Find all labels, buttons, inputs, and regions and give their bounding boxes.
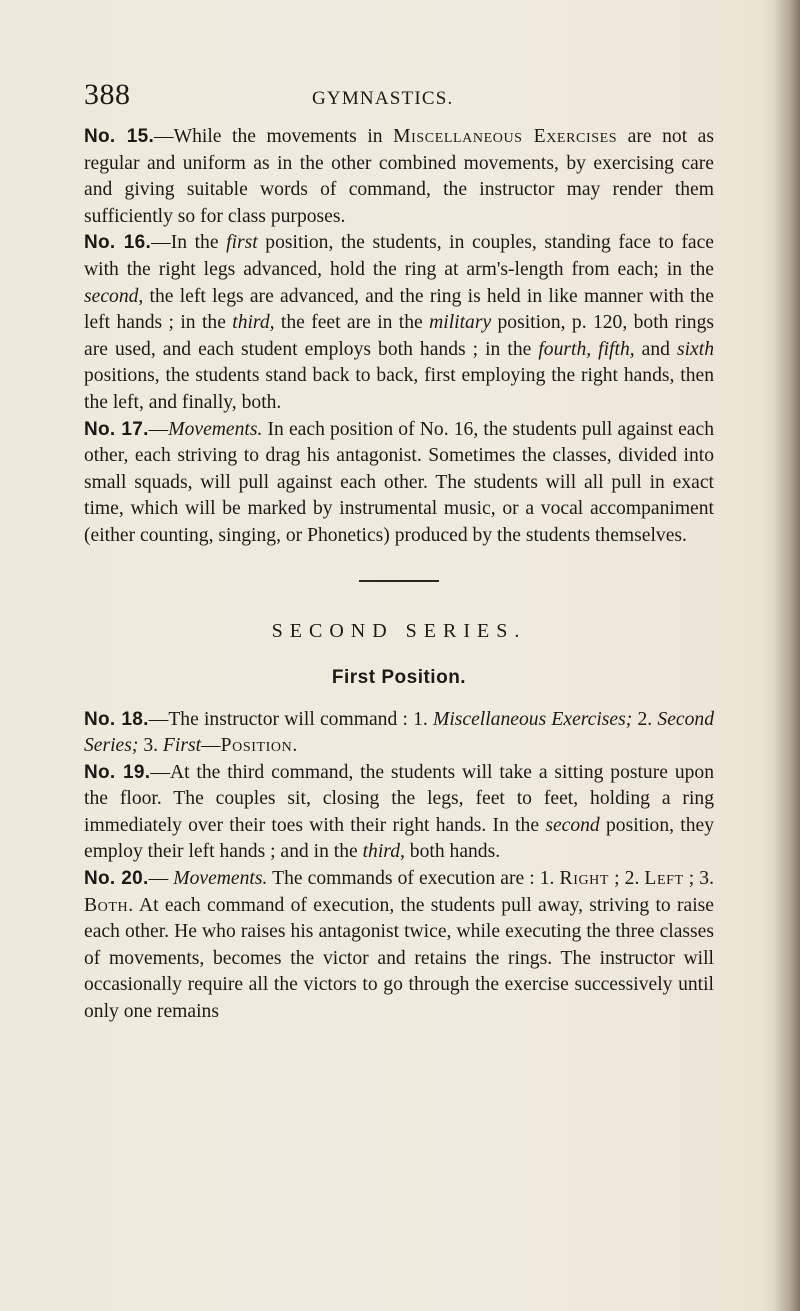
paragraph-number: No. 17. [84,418,149,440]
text: position, they employ their left hands ; and in the [84,814,715,863]
paragraph-number: No. 18. [84,708,149,730]
italic-text: sixth [676,338,714,360]
text: — [148,418,169,440]
text: —At the third command, the students will take a sitting posture upon the floor. The couples sit, closing the legs, feet to feet, holding a ring immediately over their toes with their right hands. In the [84,761,715,836]
paragraph-number: No. 19. [84,761,151,783]
text: At each command of execution, the students pull away, striving to raise each other. He who raises his antagonist twice, while executing the three classes of movements, becomes the victor and retains the rings. The instructor will occasionally require all the victors to go through the exercise successively until only one remains [84,894,714,1023]
small-caps-text: Miscellaneous Exercises [393,126,618,147]
text: —While the movements in [154,126,394,147]
italic-text: First [162,735,202,757]
text: — [201,735,221,757]
paragraph-18 [84,707,714,760]
paragraph-number: No. 15. [84,126,155,147]
text: In each position of No. 16, the students pull against each other, each striving to drag his antagonist. Sometimes the classes, divided into small squads, will pull against each other. The students will all pull in exact time, which will be marked by instrumental music, or a vocal accompaniment (either counting, singing, or Phonetics) produced by the students themselves. [84,418,714,546]
text: positions, the students stand back to back, first employing the right hands, then the left, and finally, both. [84,365,714,413]
italic-text: fourth, fifth, [538,338,635,360]
italic-text: second [545,814,600,836]
page-edge-shadow [774,0,800,1311]
text: —The instructor will command : 1. [148,708,434,730]
italic-text: Second Series; [84,708,714,757]
text: are not as regular and uniform as in the other combined movements, by exercising care and giving suitable words of command, the instructor may render them sufficiently so for class purposes. [84,126,714,227]
italic-text: third, [232,312,275,334]
section-divider [359,580,439,582]
italic-text: Miscellaneous Exercises; [433,708,633,730]
paragraph-16 [84,230,714,416]
italic-text: second, [84,285,144,307]
text: 2. [632,708,658,730]
text: —In the [151,232,227,254]
text: — [148,868,174,890]
section-title: SECOND SERIES. [271,619,527,642]
text: ; 3. [683,868,714,890]
italic-text: Movements. [173,868,268,890]
paragraph-20 [84,866,714,1026]
small-caps-text: Left [644,868,684,890]
paragraph-19 [84,760,714,866]
paragraph-15 [84,124,714,230]
small-caps-text: Right [559,868,610,890]
section-subtitle: First Position. [331,666,467,688]
text: ; 2. [609,868,645,890]
paragraph-number: No. 20. [84,868,149,890]
italic-text: first [226,232,258,254]
italic-text: military [429,312,492,334]
text: The commands of execution are : 1. [267,868,560,890]
text: the feet are in the [274,312,430,334]
text: position, p. 120, both rings are used, and each student employs both hands ; in the [84,312,714,360]
text: position, the students, in couples, standing face to face with the right legs advanced, hold the ring at arm's-length from each; in the [84,232,714,280]
paragraph-17 [84,417,714,550]
italic-text: Movements. [168,418,263,440]
paragraph-number: No. 16. [84,232,152,254]
page-header [84,78,724,118]
italic-text: third, [362,841,405,863]
page-body [84,124,714,1026]
text: both hands. [404,841,501,863]
page-number: 388 [84,78,131,111]
small-caps-text: Position. [220,735,298,757]
running-head: GYMNASTICS. [312,88,454,109]
text: 3. [138,735,163,757]
text: the left legs are advanced, and the ring is held in like manner with the left hands ; in the [84,285,714,334]
text: and [634,338,677,360]
small-caps-text: Both. [84,894,134,916]
